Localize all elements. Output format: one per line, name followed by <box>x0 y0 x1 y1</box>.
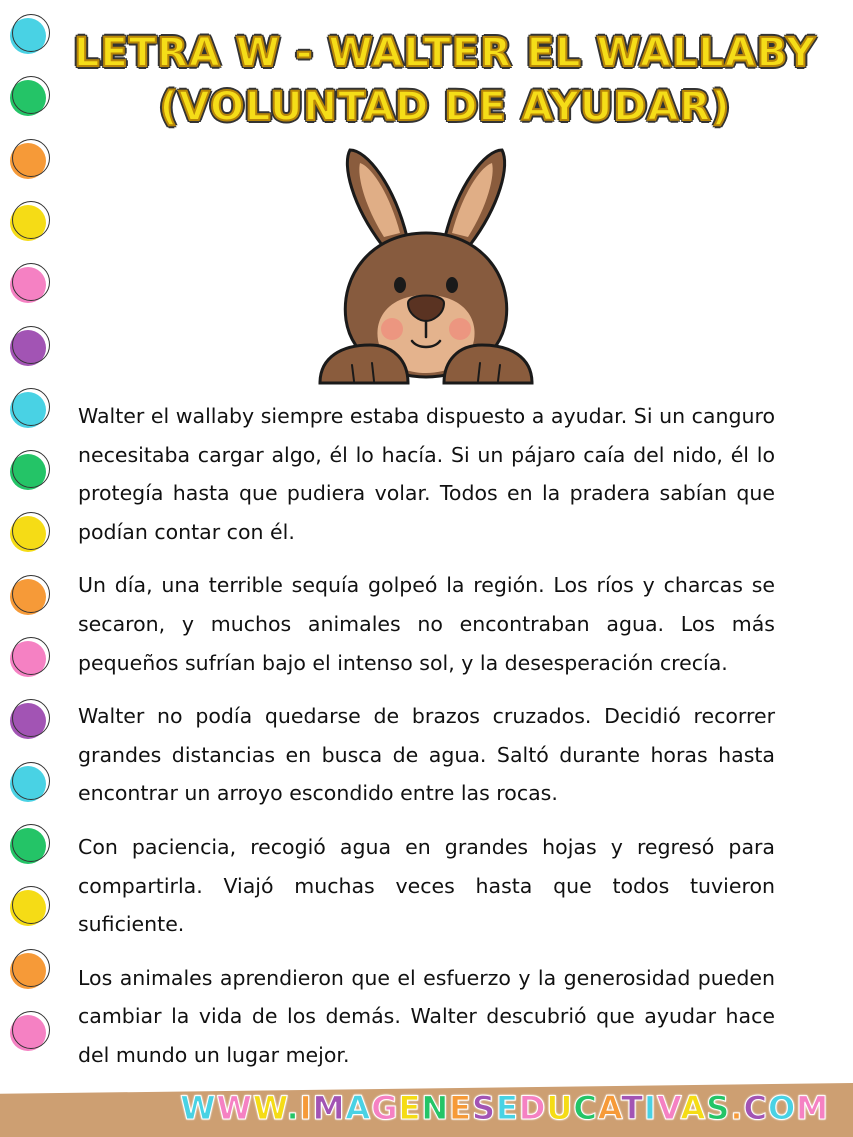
decorative-dot <box>10 267 46 303</box>
story-text <box>78 397 775 1090</box>
decorative-dot <box>10 330 46 366</box>
title-line-1: LETRA W - WALTER EL WALLABY <box>73 30 817 76</box>
wallaby-eye-right <box>446 277 458 293</box>
wallaby-cheek-left <box>381 318 403 340</box>
decorative-dot <box>10 579 46 615</box>
decorative-dot <box>10 1015 46 1051</box>
decorative-dot <box>10 890 46 926</box>
decorative-dot <box>10 641 46 677</box>
decorative-dot <box>10 953 46 989</box>
decorative-dot <box>10 80 46 116</box>
wallaby-eye-left <box>394 277 406 293</box>
decorative-dot <box>10 392 46 428</box>
decorative-dot <box>10 454 46 490</box>
page-title <box>60 26 830 134</box>
title-line-2: (VOLUNTAD DE AYUDAR) <box>159 84 731 130</box>
decorative-dot <box>10 205 46 241</box>
decorative-dot <box>10 766 46 802</box>
story-paragraph-3: Walter no podía quedarse de brazos cruzados. Decidió recorrer grandes distancias en busca de agua. Saltó durante horas hasta encontrar un arroyo escondido entre las rocas. <box>78 704 775 806</box>
website-url: WWW.IMAGENESEDUCATIVAS.COM <box>180 1089 829 1127</box>
decorative-dot <box>10 703 46 739</box>
wallaby-cheek-right <box>449 318 471 340</box>
decorative-dot <box>10 143 46 179</box>
story-paragraph-4: Con paciencia, recogió agua en grandes hojas y regresó para compartirla. Viajó muchas veces hasta que todos tuvieron suficiente. <box>78 834 775 937</box>
story-paragraph-2: Un día, una terrible sequía golpeó la región. Los ríos y charcas se secaron, y muchos animales no encontraban agua. Los más pequeños sufrían bajo el intenso sol, y la desesperación crecía. <box>78 573 775 675</box>
story-paragraph-5: Los animales aprendieron que el esfuerzo y la generosidad pueden cambiar la vida de los demás. Walter descubrió que ayudar hace del mundo un lugar mejor. <box>78 965 775 1067</box>
story-paragraph-1: Walter el wallaby siempre estaba dispuesto a ayudar. Si un canguro necesitaba cargar algo, él lo hacía. Si un pájaro caía del nido, él lo protegía hasta que pudiera volar. Todos en la pradera sabían que podían contar con él. <box>78 404 775 544</box>
decorative-dot <box>10 828 46 864</box>
decorative-dot <box>10 516 46 552</box>
decorative-dot <box>10 18 46 54</box>
wallaby-ears <box>347 150 504 245</box>
wallaby-illustration <box>312 145 540 385</box>
decorative-dots-column <box>8 18 54 1078</box>
